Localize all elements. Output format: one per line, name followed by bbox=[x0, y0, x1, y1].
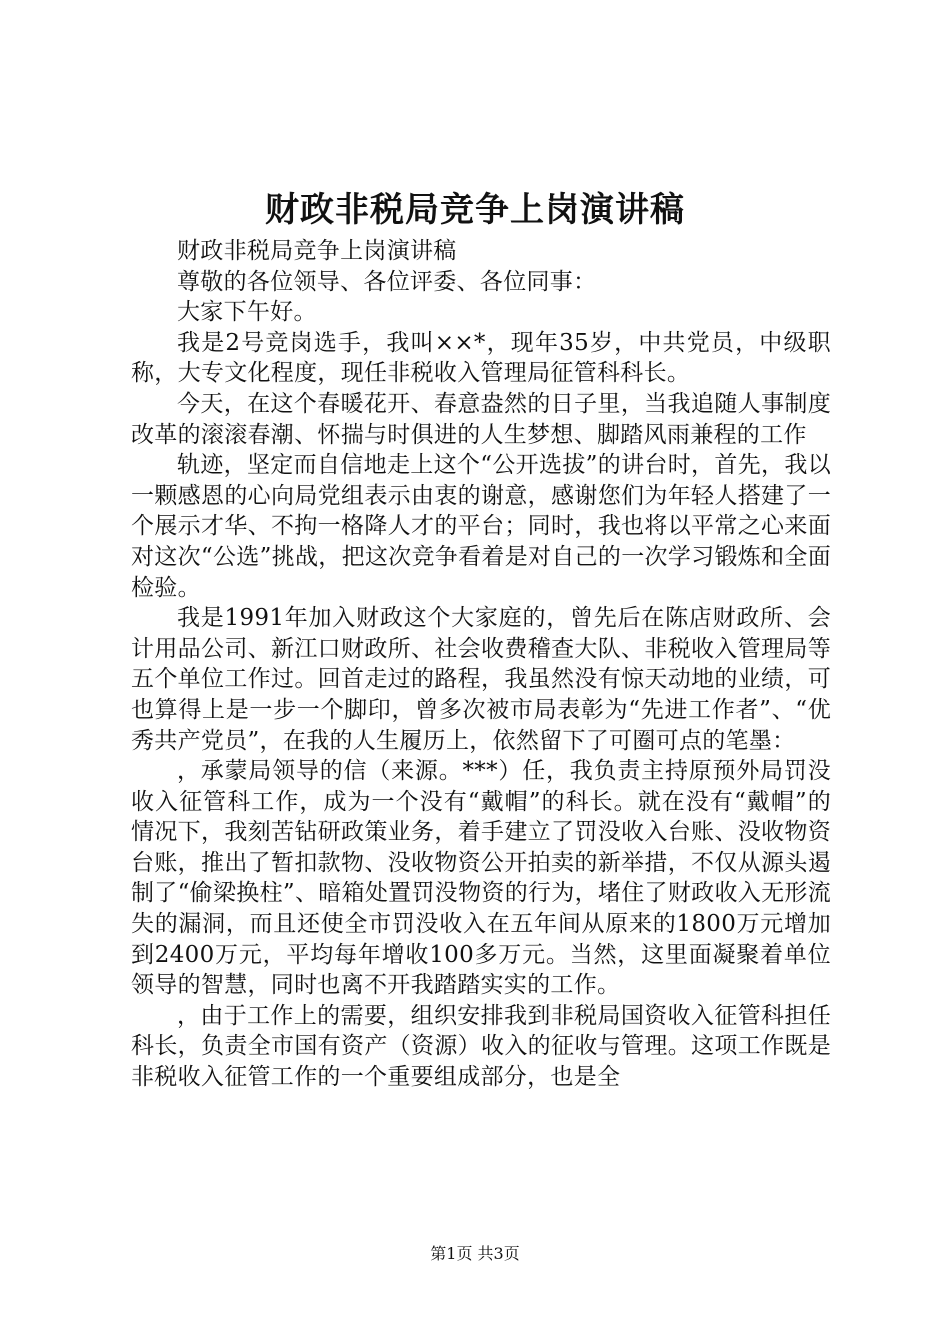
paragraph-self-introduction: 我是2号竞岗选手，我叫××*，现年35岁，中共党员，中级职称，大专文化程度，现任非税收入管理局征管科科长。 bbox=[131, 329, 831, 387]
paragraph-salutation: 尊敬的各位领导、各位评委、各位同事： bbox=[177, 268, 597, 295]
paragraph-penalty-revenue-achievements: ，承蒙局领导的信（来源。***）任，我负责主持原预外局罚没收入征管科工作，成为一个没有“戴帽”的科长。就在没有“戴帽”的情况下，我刻苦钻研政策业务，着手建立了罚没收入台账、没收物资台账，推出了暂扣款物、没收物资公开拍卖的新举措，不仅从源头遏制了“偷梁换柱”、暗箱处置罚没物资的行为，堵住了财政收入无形流失的漏洞，而且还使全市罚没收入在五年间从原来的1800万元增加到2400万元，平均每年增收100多万元。当然，这里面凝聚着单位领导的智慧，同时也离不开我踏踏实实的工作。 bbox=[131, 758, 831, 999]
paragraph-work-history: 我是1991年加入财政这个大家庭的，曾先后在陈店财政所、会计用品公司、新江口财政所、社会收费稽查大队、非税收入管理局等五个单位工作过。回首走过的路程，我虽然没有惊天动地的业绩，可也算得上是一步一个脚印，曾多次被市局表彰为“先进工作者”、“优秀共产党员”，在我的人生履历上，依然留下了可圈可点的笔墨： bbox=[131, 605, 831, 754]
paragraph-state-assets-role: ，由于工作上的需要，组织安排我到非税局国资收入征管科担任科长，负责全市国有资产（资源）收入的征收与管理。这项工作既是非税收入征管工作的一个重要组成部分，也是全 bbox=[131, 1002, 831, 1091]
document-title: 财政非税局竞争上岗演讲稿 bbox=[265, 190, 685, 230]
paragraph-gratitude: 轨迹，坚定而自信地走上这个“公开选拔”的讲台时，首先，我以一颗感恩的心向局党组表示由衷的谢意，感谢您们为年轻人搭建了一个展示才华、不拘一格降人才的平台；同时，我也将以平常之心来面对这次“公选”挑战，把这次竞争看着是对自己的一次学习锻炼和全面检验。 bbox=[131, 452, 831, 601]
paragraph-opening: 今天，在这个春暖花开、春意盎然的日子里，当我追随人事制度改革的滚滚春潮、怀揣与时俱进的人生梦想、脚踏风雨兼程的工作 bbox=[131, 390, 831, 448]
paragraph-heading-repeat: 财政非税局竞争上岗演讲稿 bbox=[177, 238, 457, 264]
paragraph-greeting: 大家下午好。 bbox=[177, 299, 317, 326]
document-body bbox=[131, 236, 831, 1093]
page-number-footer: 第1页 共3页 bbox=[430, 1244, 520, 1263]
